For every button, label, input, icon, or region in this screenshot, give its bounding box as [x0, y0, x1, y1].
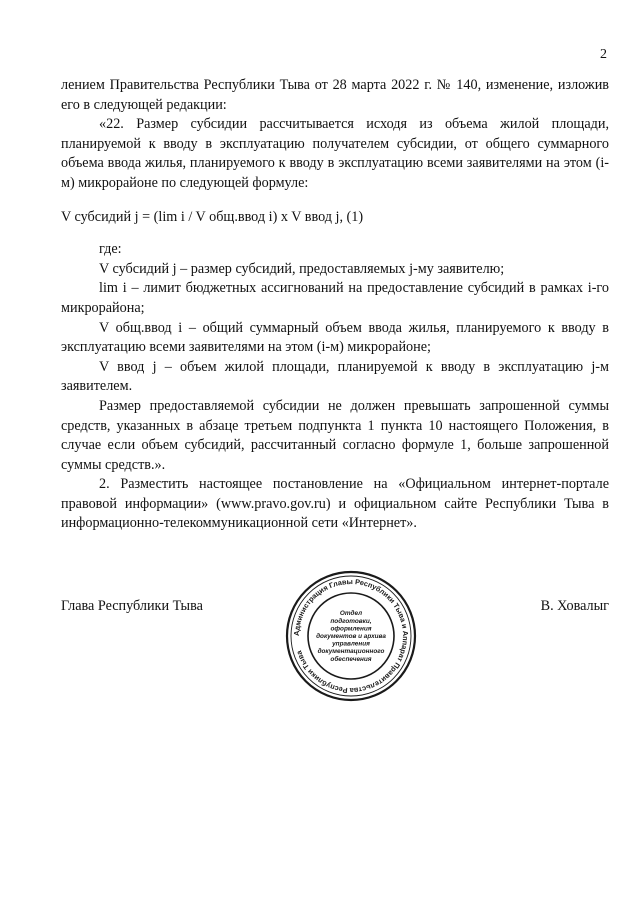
- seal-center-line: оформления: [330, 625, 372, 633]
- paragraph-clause-22: «22. Размер субсидии рассчитывается исходя из объема жилой площади, планируемой к вводу в эксплуатацию получателем субсидии, от общего суммарного объема ввода жилья, планируемого к вводу в эксплуатацию всеми заявителями на этом (i-м) микрорайоне по следующей формуле:: [61, 116, 609, 191]
- seal-center-line: подготовки,: [330, 617, 372, 625]
- where-label: где:: [99, 241, 122, 258]
- seal-center-line: документационного: [317, 648, 385, 656]
- paragraph-publication: 2. Разместить настоящее постановление на «Официальном интернет-портале правовой информации» (www.pravo.gov.ru) и официальном сайте Республики Тыва в информационно-телекоммуникационной сети «Интернет».: [61, 476, 609, 532]
- formula: V субсидий j = (lim i / V общ.ввод i) x V ввод j, (1): [61, 208, 364, 225]
- seal-center-line: обеспечения: [330, 655, 372, 663]
- seal-graphic: [283, 568, 419, 704]
- definition-v-input: V ввод j – объем жилой площади, планируемой к вводу в эксплуатацию j-м заявителем.: [61, 358, 609, 395]
- page-number: 2: [600, 47, 607, 62]
- signatory-position: Глава Республики Тыва: [61, 598, 203, 614]
- document-body: [61, 76, 609, 534]
- paragraph-continuation: лением Правительства Республики Тыва от 28 марта 2022 г. № 140, изменение, изложив его в следующей редакции:: [61, 77, 609, 113]
- definition-lim: lim i – лимит бюджетных ассигнований на предоставление субсидий в рамках i-го микрорайона;: [61, 280, 609, 316]
- seal-center-line: документов и архива: [316, 633, 386, 640]
- seal-ring-text: Администрация Главы Республики Тыва и Аппарат Правительства Республики Тыва: [291, 576, 411, 696]
- seal-center-line: Отдел: [339, 610, 363, 618]
- official-seal: [283, 568, 419, 704]
- signatory-name: В. Ховалыг: [540, 598, 609, 614]
- definition-v-total: V общ.ввод i – общий суммарный объем ввода жилья, планируемого к вводу в эксплуатацию всеми заявителями на этом (i-м) микрорайоне;: [61, 319, 609, 356]
- paragraph-subsidy-limit: Размер предоставляемой субсидии не должен превышать запрошенной суммы средств, указанных в абзаце третьем подпункта 1 пункта 10 настоящего Положения, в случае если объем субсидий, рассчитанный согласно формуле 1, больше запрошенной суммы средств.».: [61, 397, 609, 473]
- definition-v-subsidy: V субсидий j – размер субсидий, предоставляемых j-му заявителю;: [99, 260, 505, 277]
- seal-center-line: управления: [332, 640, 370, 648]
